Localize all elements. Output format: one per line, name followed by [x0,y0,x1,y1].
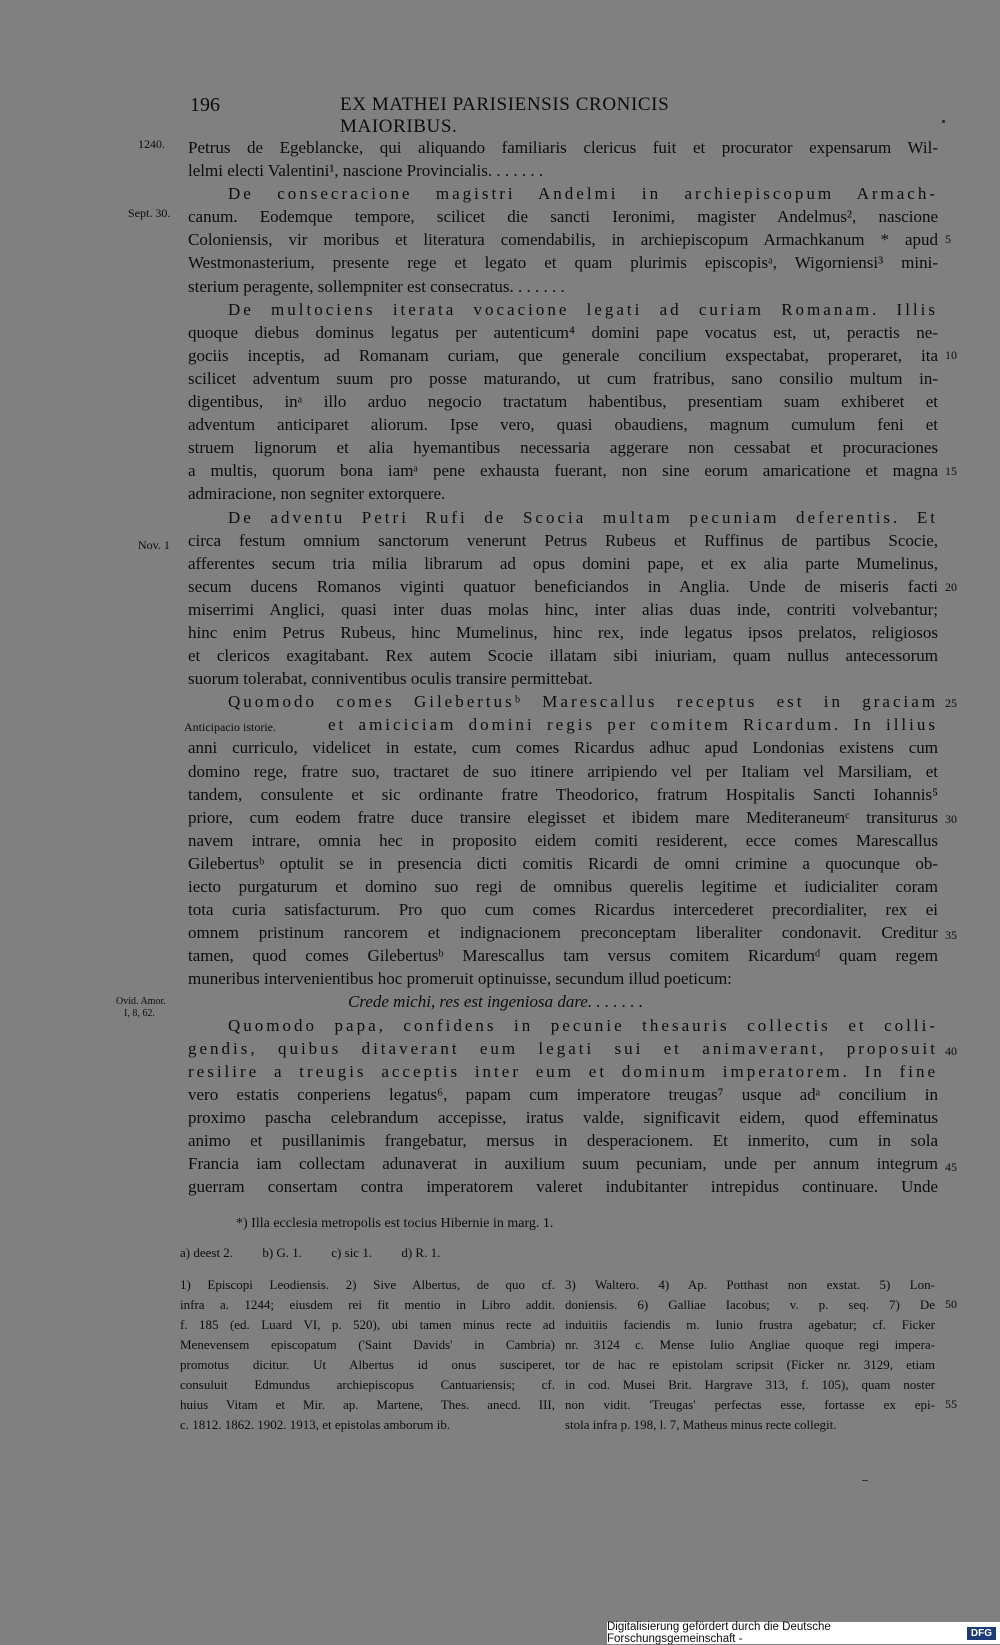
text-line: miserrimi Anglici, quasi inter duas molas hinc, inter alias duas inde, contriti volvebantur; [188,599,938,619]
text-line: Westmonasterium, presente rege et legato et quam plurimis episcopisᵃ, Wigorniensi³ mini- [188,253,938,273]
footnote-line: non vidit. 'Treugas' perfectas esse, fortasse ex epi- [565,1397,935,1412]
marginal-footnote: *) Illa ecclesia metropolis est tocius Hibernie in marg. 1. [236,1216,554,1231]
text-line: tandem, consulente et sic ordinante fratre Theodorico, fratrum Hospitalis Sancti Iohannis⁵ [188,784,938,804]
footnote-line: promotus dicitur. Ut Albertus id onus susciperet, [180,1357,555,1372]
rubric-line: Quomodo comes Gilebertusᵇ Marescallus receptus est in graciam [228,692,938,712]
text-line: navem intrare, omnia hec in proposito eidem comiti residerent, ecce comes Marescallus [188,830,938,850]
text-line: guerram consertam contra imperatorem valeret indubitanter intrepidus continuare. Unde [188,1177,938,1197]
rubric-line: De consecracione magistri Andelmi in archiepiscopum Armach- [228,184,938,204]
rubric-line: et amiciciam domini regis per comitem Ricardum. In illius [328,715,938,735]
text-line: animo et pusillanimis frangebatur, mersus in desperacionem. Et inmerito, cum in sola [188,1131,938,1151]
footnote-line: doniensis. 6) Galliae Iacobus; v. p. seq. 7) De [565,1297,935,1312]
scan-mark [942,120,945,123]
line-number: 30 [945,812,957,826]
text-line: tota curia satisfacturum. Pro quo cum comes Ricardus intercederet precordialiter, rex ei [188,900,938,920]
digitization-footer [607,1622,1000,1644]
apparatus-entry: b) G. 1. [262,1245,303,1260]
scan-mark [862,1480,868,1481]
text-line: scilicet adventum suum pro posse maturando, ut cum fratribus, sano consilio multum in- [188,368,938,388]
footer-text: Digitalisierung gefördert durch die Deutsche Forschungsgemeinschaft - [607,1621,831,1645]
text-line: vero estatis conperiens legatus⁶, papam cum imperatore treugas⁷ usque adᵃ concilium in [188,1084,938,1104]
margin-date-sept: Sept. 30. [128,206,171,220]
footnote-line: stola infra p. 198, l. 7, Matheus minus recte collegit. [565,1417,837,1432]
text-line: iecto purgaturum et domino suo regi de omnibus querelis legitime et iudicialiter coram [188,877,938,896]
footnote-line: induitiis faciendis m. Iunio frustra agebatur; cf. Ficker [565,1317,935,1332]
margin-ovid-ref-2: I, 8, 62. [124,1008,155,1019]
line-number: 25 [945,696,957,710]
text-line: et clericos exagitabant. Rex autem Scocie illatam sibi iniuriam, quam nullus antecessorum [188,646,938,666]
text-line: Coloniensis, vir moribus et literatura comendabilis, in archiepiscopum Armachkanum * apud [188,230,938,250]
text-line: omnem pristinum rancorem et indignacionem preconceptam liberaliter condonavit. Creditur [188,923,938,943]
text-line: proximo pascha celebrandum accepisse, iratus valde, significavit eidem, quod effeminatus [188,1107,938,1127]
text-line: Francia iam collectam adunaverat in auxilium suum pecuniam, unde per annum integrum [188,1154,938,1174]
margin-year: 1240. [138,137,165,151]
text-line: adventum anticiparet aliorum. Ipse vero, quasi obaudiens, magnum cumulum feni et [188,415,938,435]
line-number: 35 [945,928,957,942]
rubric-line: Quomodo papa, confidens in pecunie thesauris collectis et colli- [228,1015,938,1035]
text-line: domino rege, fratre suo, tractaret de suo itinere arripiendo vel per Italiam vel Marsiliam, et [188,761,938,781]
rubric-line: resilire a treugis acceptis inter eum et dominum imperatorem. In fine [188,1061,938,1081]
footnote-line: 3) Waltero. 4) Ap. Potthast non exstat. 5) Lon- [565,1277,935,1292]
rubric-line: gendis, quibus ditaverant eum legati sui et animaverant, proposuit [188,1038,938,1058]
text-line: hinc enim Petrus Rubeus, hinc Mumelinus, hinc rex, inde legatus ipsos prelatos, religiosos [188,622,938,642]
text-line: a multis, quorum bona iamᵃ pene exhausta fuerant, non sine eorum amaricatione et magna [188,461,938,481]
text-line: secum ducens Romanos viginti quatuor beneficiandos in Anglia. Unde de miseris facti [188,576,938,596]
text-line: anni curriculo, videlicet in estate, cum comes Ricardus adhuc apud Londonias existens cum [188,738,938,758]
dfg-logo: DFG [967,1627,996,1640]
apparatus-entry: a) deest 2. [180,1245,234,1260]
page-header [190,94,780,137]
margin-anticipacio: Anticipacio istorie. [184,720,276,734]
text-line: muneribus intervenientibus hoc promeruit optinuisse, secundum illud poeticum: [188,969,732,989]
critical-apparatus [180,1245,466,1261]
main-text [188,136,938,1198]
text-line: circa festum omnium sanctorum venerunt Petrus Rubeus et Ruffinus de partibus Scocie, [188,530,938,550]
footnote-line: huius Vitam et Mir. ap. Martene, Thes. anecd. III, [180,1397,555,1412]
footnote-line: nr. 3124 c. Mense Iulio Angliae quoque regi impera- [565,1337,935,1352]
footnote-line: infra a. 1244; eiusdem rei fit mentio in Libro addit. [180,1297,555,1312]
text-line: tamen, quod comes Gilebertusᵇ Marescallus tam versus comitem Ricardumᵈ quam regem [188,946,938,966]
line-number: 50 [945,1297,957,1311]
line-number: 45 [945,1160,957,1174]
running-title: EX MATHEI PARISIENSIS CRONICIS MAIORIBUS. [340,94,670,137]
line-number: 10 [945,348,957,362]
text-line: lelmi electi Valentini¹, nascione Provincialis. . . . . . . [188,161,544,181]
rubric-line: De multociens iterata vocacione legati ad curiam Romanam. Illis [228,299,938,319]
text-line: Petrus de Egeblancke, qui aliquando familiaris clericus fuit et procurator expensarum Wil- [188,138,938,157]
footnote-line: 1) Episcopi Leodiensis. 2) Sive Albertus, de quo cf. [180,1277,555,1292]
footnotes-right-column [565,1275,935,1435]
footnote-line: tor de hac re epistolam scripsit (Ficker nr. 3129, etiam [565,1357,935,1372]
page-number: 196 [190,94,220,116]
line-number: 20 [945,580,957,594]
text-line: priore, cum eodem fratre duce transire elegisset et ibidem mare Mediteraneumᶜ transiturus [188,807,938,827]
verse-quotation: Crede michi, res est ingeniosa dare. . . . . . . [348,992,644,1012]
line-number: 15 [945,464,957,478]
text-line: afferentes secum tria milia librarum ad opus domini pape, et ex alia parte Mumelinus, [188,553,938,573]
line-number: 5 [945,232,951,246]
rubric-line: De adventu Petri Rufi de Scocia multam pecuniam deferentis. Et [228,507,938,527]
apparatus-entry: d) R. 1. [401,1245,441,1260]
text-line: canum. Eodemque tempore, scilicet die sancti Ieronimi, magister Andelmus², nascione [188,207,938,227]
footnotes-left-column [180,1275,555,1435]
footnote-line: in cod. Musei Brit. Hargrave 313, f. 105), quam noster [565,1377,935,1392]
text-line: struem lignorum et alia hyemantibus necessaria aggerare non cessabat et procuraciones [188,438,938,458]
line-number: 55 [945,1397,957,1411]
text-line: gociis inceptis, ad Romanam curiam, que generale concilium exspectabat, properaret, ita [188,345,938,365]
text-line: digentibus, inᵃ illo arduo negocio tractatum habentibus, presentiam suam exhiberet et [188,392,938,412]
footnote-line: f. 185 (ed. Luard VI, p. 520), ubi tamen minus recte ad [180,1317,555,1332]
text-line: Gilebertusᵇ optulit se in presencia dicti comitis Ricardi de omni crimine a quocunque ob- [188,853,938,873]
footnote-line: c. 1812. 1862. 1902. 1913, et epistolas amborum ib. [180,1417,451,1432]
text-line: quoque diebus dominus legatus per autenticum⁴ domini pape vocatus est, ut, peractis ne- [188,322,938,342]
apparatus-entry: c) sic 1. [331,1245,373,1260]
footnote-line: Menevensem episcopatum ('Saint Davids' in Cambria) [180,1337,555,1352]
footnote-line: consuluit Edmundus archiepiscopus Cantuariensis; cf. [180,1377,555,1392]
margin-ovid-ref-1: Ovid. Amor. [116,996,166,1007]
text-line: admiracione, non segniter extorquere. [188,484,446,504]
margin-date-nov: Nov. 1 [138,538,170,552]
text-line: suorum tolerabat, conniventibus oculis transire permittebat. [188,669,593,689]
text-line: sterium peragente, sollempniter est consecratus. . . . . . . [188,276,565,296]
line-number: 40 [945,1044,957,1058]
